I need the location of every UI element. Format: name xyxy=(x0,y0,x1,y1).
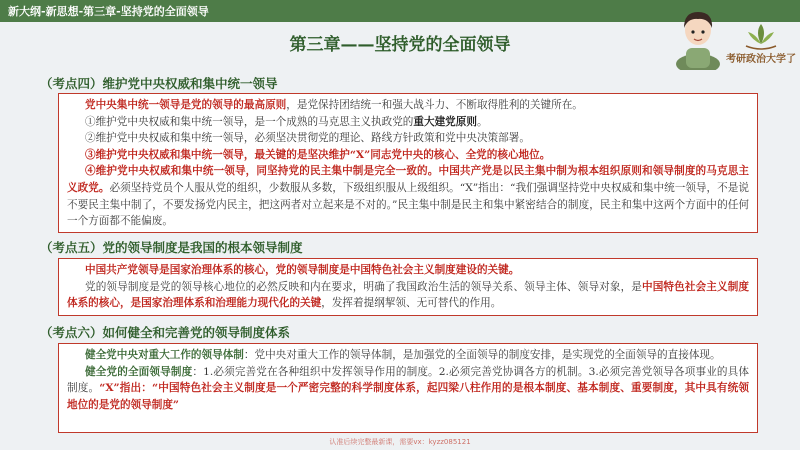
page-title: 第三章——坚持党的全面领导 xyxy=(289,35,511,55)
section-5-para-2-a: 党的领导制度是党的领导核心地位的必然反映和内在要求，明确了我国政治生活的领导关系、领导主体、领导对象，是 xyxy=(85,280,642,293)
section-4-para-5-rest: 必须坚持党员个人服从党的组织，少数服从多数，下级组织服从上级组织。“X”指出：“我们强调坚持党中央权威和集中统一领导，不是说不要民主集中制了，不要发扬党内民主，把这两者对立起来是不对的。”民主集中制是民主和集中紧密结合的制度，民主和集中这两个方面中的任何一个方面都不能偏废。 xyxy=(67,181,749,228)
section-4-para-5 xyxy=(67,163,749,229)
section-6-para-1-rest: ：党中央对重大工作的领导体制，是加强党的全面领导的制度安排，是实现党的全面领导的直接体现。 xyxy=(243,349,721,361)
section-6-para-2-rest: ：1.必须完善党在各种组织中发挥领导作用的制度。2.必须完善党协调各方的机制。3.必须完善党领导各项事业的具体制度。 xyxy=(67,365,749,395)
section-4-box xyxy=(58,93,758,233)
section-5-box xyxy=(58,258,758,316)
watermark: 认准后续完整最新课，需要vx：kyzz085121 xyxy=(329,438,471,446)
party-building-principle-text: 重大建党原则 xyxy=(413,115,477,128)
section-4-para-2-a: ①维护党中央权威和集中统一领导，是一个成熟的马克思主义执政党的 xyxy=(85,115,414,128)
section-6-box xyxy=(58,343,758,433)
section-5-heading: （考点五）党的领导制度是我国的根本领导制度 xyxy=(40,240,303,255)
core-key-text: 中国特色社会主义制度体系的核心，是国家治理体系和治理能力现代化的关键 xyxy=(67,280,749,310)
highest-principle-text: 党中央集中统一领导是党的领导的最高原则 xyxy=(85,99,287,111)
section-4-para-4: ③维护党中央权威和集中统一领导，最关键的是坚决维护“X”同志党中央的核心、全党的核心地位。 xyxy=(85,148,551,161)
section-4-para-1-rest: ，是党保持团结统一和强大战斗力、不断取得胜利的关键所在。 xyxy=(286,99,583,111)
comprehensive-leadership-label: 健全党的全面领导制度 xyxy=(85,365,193,378)
section-4-para-1 xyxy=(67,97,749,114)
logo-text: 考研政治大学了 xyxy=(726,54,796,65)
institutional-system-quote: “X”指出：“中国特色社会主义制度是一个严密完整的科学制度体系，起四梁八柱作用的是根本制度、基本制度、重要制度，其中具有统领地位的是党的领导制度” xyxy=(67,382,749,411)
section-4-heading: （考点四）维护党中央权威和集中统一领导 xyxy=(40,76,278,91)
section-4-para-2-b: 。 xyxy=(476,115,488,128)
leadership-system-label: 健全党中央对重大工作的领导体制 xyxy=(85,349,244,361)
section-6-para-2 xyxy=(67,364,749,414)
section-4-para-3: ②维护党中央权威和集中统一领导，必须坚决贯彻党的理论、路线方针政策和党中央决策部署。 xyxy=(85,132,530,145)
democratic-centralism-text: ④维护党中央权威和集中统一领导，同坚持党的民主集中制是完全一致的。中国共产党是以民主集中制为根本组织原则和领导制度的马克思主义政党。 xyxy=(67,165,749,194)
section-6-heading: （考点六）如何健全和完善党的领导制度体系 xyxy=(40,325,291,340)
section-6-para-1 xyxy=(67,347,749,364)
section-4-para-2 xyxy=(67,114,749,131)
section-5-para-2-b: ，发挥着提纲挈领、无可替代的作用。 xyxy=(321,297,502,310)
breadcrumb: 新大纲-新思想-第三章-坚持党的全面领导 xyxy=(8,5,209,18)
section-5-para-2 xyxy=(67,279,749,312)
section-5-para-1: 中国共产党领导是国家治理体系的核心，党的领导制度是中国特色社会主义制度建设的关键。 xyxy=(85,264,520,276)
